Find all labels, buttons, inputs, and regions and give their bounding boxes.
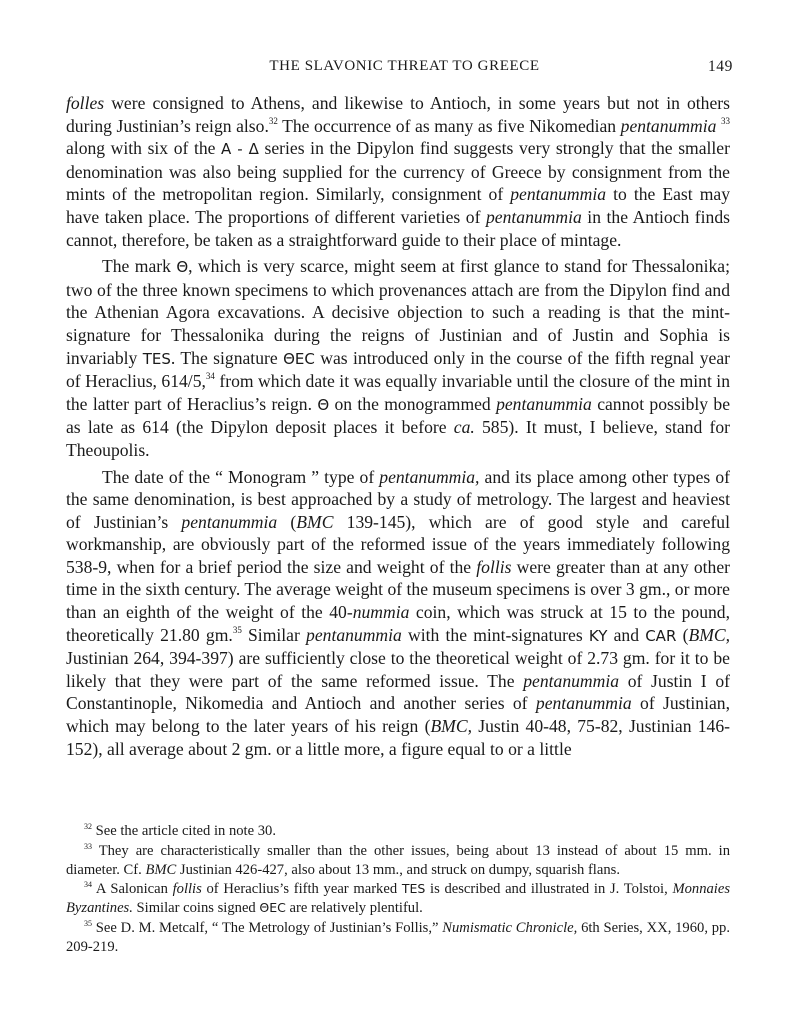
footnote-ref: 35 <box>232 624 242 635</box>
text-run: of Heraclius’s fifth year marked <box>201 881 402 898</box>
body-text <box>66 92 730 764</box>
footnote <box>66 842 730 880</box>
italic-text: pentanummia <box>306 624 402 645</box>
mint-mark: A - Δ <box>221 140 259 159</box>
footnote <box>66 822 730 841</box>
italic-text: pentanummia <box>523 670 620 691</box>
mint-mark: KY <box>588 626 608 645</box>
text-run: A Salonican <box>92 881 173 898</box>
text-run: are relatively plentiful. <box>285 900 423 917</box>
text-run: , which is very scarce, might seem at first glance to stand for Thessalonika; two of the three known specimens to which provenances attach are from the Dipylon find and the Athenian Agora excavations. A decisive objection to such a reading is that the mint-signature for Thessalonika during the reigns of Justinian and of Justin and Sophia is invariably <box>66 256 730 368</box>
footnote-ref: 34 <box>205 371 215 382</box>
italic-text: pentanummia <box>535 693 632 714</box>
italic-text: pentanummia <box>485 206 582 227</box>
footnote-ref: 33 <box>84 841 92 851</box>
text-run: ( <box>676 624 689 645</box>
mint-mark: Θ <box>176 258 189 277</box>
running-head <box>66 58 733 80</box>
text-run: along with six of the <box>66 138 222 159</box>
paragraph <box>66 92 730 251</box>
mint-mark: TES <box>401 881 426 897</box>
text-run: and <box>607 624 646 645</box>
text-run: 139-145), which are of good style and careful workmanship, are obviously part of the reformed issue of the years immediately following 538-9, when for a brief period the size and weight of the <box>66 511 730 577</box>
italic-text: pentanummia <box>496 393 592 414</box>
text-run: with the mint-signatures <box>401 624 589 645</box>
paragraph <box>66 466 730 761</box>
text-run: ( <box>277 511 297 532</box>
text-run: coin, which was struck at 15 to the pound, theoretically 21.80 gm. <box>66 602 731 645</box>
text-run: were greater than at any other time in the sixth century. The average weight of the museum specimens is over 3 gm., or more than an eighth of the weight of the 40- <box>66 556 730 623</box>
footnotes <box>66 822 730 958</box>
text-run: were consigned to Athens, and likewise to Antioch, in some years but not in others during Justinian’s reign also. <box>66 93 730 136</box>
italic-text: pentanummia <box>620 115 717 136</box>
text-run: Justinian 264, 394-397) are sufficiently close to the theoretical weight of 2.73 gm. for it to be likely that they were part of the same reformed issue. The <box>66 648 730 691</box>
italic-text: folles <box>66 93 105 113</box>
footnote <box>66 919 730 957</box>
text-run: . The signature <box>170 347 284 368</box>
italic-text: Monnaies Byzantines. <box>66 881 730 917</box>
text-run: See D. M. Metcalf, “ The Metrology of Justinian’s Follis,” <box>92 919 443 936</box>
italic-text: BMC, <box>688 624 730 645</box>
text-run: See the article cited in note 30. <box>92 823 276 839</box>
text-run: cannot possibly be as late as 614 (the Dipylon deposit places it before <box>66 393 731 438</box>
text-run: 585). It must, I believe, stand for Theoupolis. <box>66 417 731 460</box>
text-run: Similar <box>241 624 307 645</box>
text-run: to the East may have taken place. The proportions of different varieties of <box>66 184 731 227</box>
mint-mark: Θ <box>317 395 330 414</box>
text-run: Justin 40-48, 75-82, Justinian 146-152), all average about 2 gm. or a little more, a figure equal to or a little <box>66 716 730 759</box>
footnote-ref: 35 <box>84 918 92 928</box>
text-run: They are characteristically smaller than the other issues, being about 13 instead of about 15 mm. in diameter. Cf. <box>66 842 730 878</box>
italic-text: BMC, <box>430 716 472 737</box>
italic-text: pentanummia, <box>379 466 480 487</box>
text-run: of Justinian, which may belong to the later years of his reign ( <box>66 693 730 737</box>
italic-text: ca. <box>453 417 475 438</box>
text-run: The date of the “ Monogram ” type of <box>102 466 380 487</box>
text-run: of Justin I of Constantinople, Nikomedia and Antioch and another series of <box>66 670 730 714</box>
text-run: on the monogrammed <box>329 393 497 414</box>
italic-text: pentanummia <box>510 184 607 205</box>
mint-mark: CAR <box>645 626 677 645</box>
text-run: from which date it was equally invariable until the closure of the mint in the latter part of Heraclius’s reign. <box>66 371 730 414</box>
mint-mark: ΘEC <box>259 900 286 916</box>
italic-text: nummia <box>352 602 410 623</box>
italic-text: follis <box>172 881 202 898</box>
footnote-ref: 32 <box>84 822 92 831</box>
text-run: Justinian 426-427, also about 13 mm., and struck on dumpy, squarish flans. <box>176 861 620 878</box>
mint-mark: TES <box>142 349 171 368</box>
italic-text: follis <box>476 556 512 577</box>
italic-text: Numismatic Chronicle, <box>442 919 578 936</box>
footnote-ref: 32 <box>268 115 278 126</box>
text-run: and its place among other types of the same denomination, is best approached by a study of metrology. The largest and heaviest of Justinian’s <box>66 466 730 532</box>
text-run: The mark <box>102 256 177 277</box>
text-run: in the Antioch finds cannot, therefore, be taken as a straightforward guide to their place of mintage. <box>66 206 730 250</box>
footnote-ref: 34 <box>84 880 92 890</box>
text-run: 6th Series, XX, 1960, pp. 209-219. <box>66 919 730 955</box>
text-run: is described and illustrated in J. Tolstoi, <box>425 881 673 898</box>
italic-text: pentanummia <box>181 511 278 532</box>
text-run: The occurrence of as many as five Nikomedian <box>277 115 621 136</box>
text-run: was introduced only in the course of the fifth regnal year of Heraclius, 614/5, <box>66 347 730 392</box>
italic-text: BMC <box>296 511 334 532</box>
footnote <box>66 880 730 918</box>
text-run: series in the Dipylon find suggests very strongly that the smaller denomination was also being supplied for the currency of Greece by consignment from the mints of the metropolitan region. Similarly, consignment of <box>66 138 730 205</box>
footnote-ref: 33 <box>721 115 731 126</box>
text-run: Similar coins signed <box>132 900 260 917</box>
mint-mark: ΘEC <box>283 349 315 368</box>
running-title: THE SLAVONIC THREAT TO GREECE <box>269 58 540 74</box>
paragraph <box>66 255 730 461</box>
page-number: 149 <box>707 58 733 75</box>
italic-text: BMC <box>145 861 177 878</box>
